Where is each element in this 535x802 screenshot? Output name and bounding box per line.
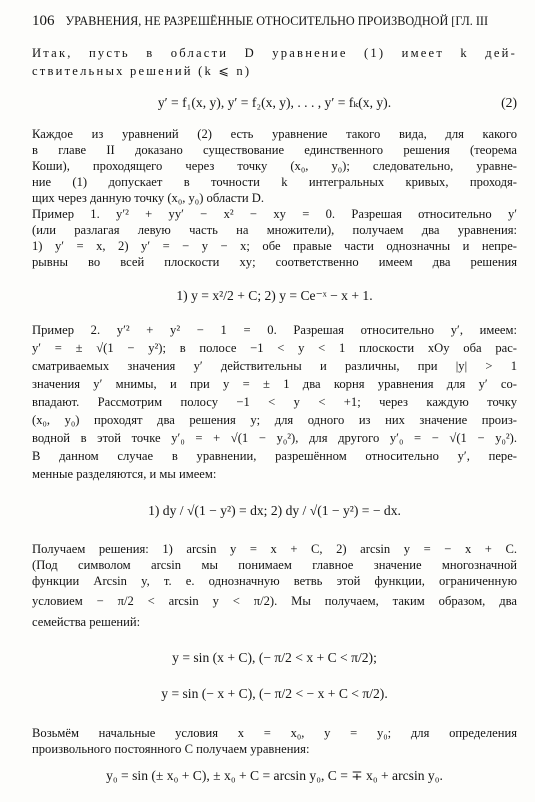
text-line: значения y′ мнимы, и при y = ± 1 два корня уравнения для y′ со-	[32, 377, 517, 391]
running-header	[32, 14, 517, 29]
formula-initial-conditions: y₀ = sin (± x₀ + C), ± x₀ + C = arcsin y₀, C = ∓ x₀ + arcsin y₀.	[106, 768, 443, 783]
text-line: В данном случае в уравнении, разрешённом относительно y′, пере-	[32, 449, 517, 463]
text-line: функции Arcsin y, т. е. однозначную ветвь этой функции, ограниченную	[32, 574, 517, 588]
page-number: 106	[32, 13, 55, 29]
text-line: (или разлагая левую часть на множители), получаем два уравнения:	[32, 223, 517, 237]
text-line: рывны во всей плоскости xy; соответственно имеем два решения	[32, 255, 517, 269]
text-line: ние (1) допускает в точности k интегральных кривых, проходя-	[32, 175, 517, 189]
text-line: в главе II доказано существование единственного решения (теорема	[32, 143, 517, 157]
formula-family-2: y = sin (− x + C), (− π/2 < − x + C < π/2).	[161, 686, 388, 701]
example-2-heading: Пример 2. y′² + y² − 1 = 0. Разрешая относительно y′, имеем:	[32, 323, 517, 337]
text-line: Возьмём начальные условия x = x₀, y = y₀; для определения	[32, 726, 517, 740]
formula-system-2	[32, 95, 517, 110]
text-line: водной в этой точке y′₀ = + √(1 − y₀²), для другого y′₀ = − √(1 − y₀²).	[32, 431, 517, 445]
example-1-heading: Пример 1. y′² + yy′ − x² − xy = 0. Разрешая относительно y′	[32, 207, 517, 221]
text-line: Итак, пусть в области D уравнение (1) имеет k дей-	[32, 46, 517, 60]
text-line: 1) y′ = x, 2) y′ = − y − x; обе правые части однозначны и непре-	[32, 239, 517, 253]
text-line: y′ = ± √(1 − y²); в полосе −1 < y < 1 плоскости xOy оба рас-	[32, 341, 517, 355]
text-line: семейства решений:	[32, 615, 141, 629]
text-line: менные разделяются, и мы имеем:	[32, 467, 217, 481]
text-line: (Под символом arcsin мы понимаем главное значение многозначной	[32, 558, 517, 572]
formula-text: y′ = f₁(x, y), y′ = f₂(x, y), . . . , y′ = fₖ(x, y).	[157, 95, 392, 110]
running-title: УРАВНЕНИЯ, НЕ РАЗРЕШЁННЫЕ ОТНОСИТЕЛЬНО ПРОИЗВОДНОЙ [ГЛ. III	[65, 14, 489, 28]
text-line: (x₀, y₀) проходят два решения y; для одного из них значение произ-	[32, 413, 517, 427]
text-line: сматриваемых значения y′ действительны и различны, при |y| > 1	[32, 359, 517, 373]
text-line: условием − π/2 < arcsin y < π/2). Мы получаем, таким образом, два	[32, 594, 517, 608]
text-line: Каждое из уравнений (2) есть уравнение такого вида, для какого	[32, 127, 517, 141]
text-line: произвольного постоянного C получаем уравнения:	[32, 742, 310, 756]
text-line: впадают. Рассмотрим полосу −1 < y < +1; через каждую точку	[32, 395, 517, 409]
formula-family-1: y = sin (x + C), (− π/2 < x + C < π/2);	[172, 650, 377, 665]
text-line: щих через данную точку (x₀, y₀) области D.	[32, 191, 265, 205]
formula-example-1-solutions: 1) y = x²/2 + C; 2) y = Ce⁻ˣ − x + 1.	[176, 288, 373, 303]
text-line: Получаем решения: 1) arcsin y = x + C, 2) arcsin y = − x + C.	[32, 542, 517, 556]
equation-number: (2)	[501, 95, 517, 110]
text-line: ствительных решений (k ⩽ n)	[32, 64, 252, 78]
text-line: Коши), проходящего через точку (x₀, y₀); следовательно, уравне-	[32, 159, 517, 173]
formula-separated: 1) dy / √(1 − y²) = dx; 2) dy / √(1 − y²) = − dx.	[148, 503, 401, 518]
